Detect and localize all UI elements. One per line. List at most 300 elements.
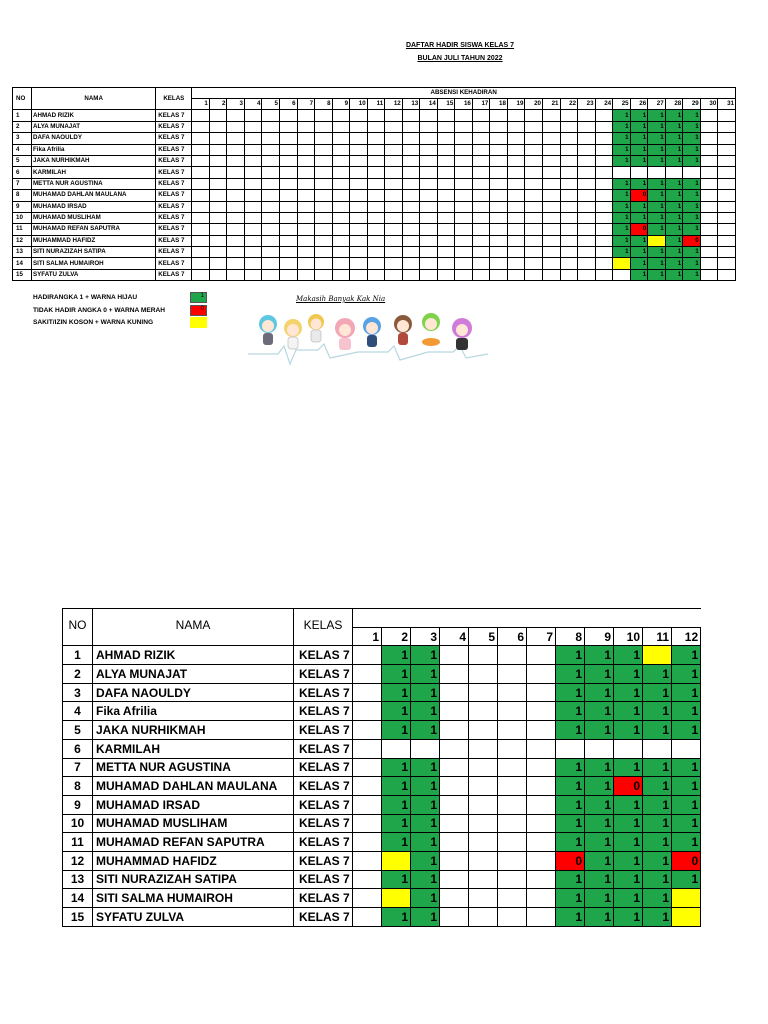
big-attendance-cell: [440, 702, 469, 721]
attendance-cell: [560, 167, 578, 178]
character-3-icon: [308, 314, 324, 342]
table-row: [63, 833, 701, 852]
attendance-cell: [472, 201, 490, 212]
attendance-cell: [560, 258, 578, 269]
attendance-cell: 1: [683, 269, 701, 280]
attendance-cell: [525, 167, 543, 178]
big-row-no: 8: [63, 777, 93, 796]
student-name: SYFATU ZULVA: [32, 269, 156, 280]
student-class: KELAS 7: [156, 178, 192, 189]
attendance-cell: [578, 144, 596, 155]
student-name: MUHAMAD IRSAD: [32, 201, 156, 212]
attendance-cell: [227, 269, 245, 280]
attendance-cell: 1: [683, 224, 701, 235]
big-attendance-cell: [527, 665, 556, 684]
big-attendance-cell: 1: [556, 908, 585, 927]
big-row-no: 3: [63, 683, 93, 702]
attendance-cell: [595, 269, 613, 280]
big-attendance-cell: [353, 683, 382, 702]
day-header: 8: [315, 99, 333, 110]
attendance-cell: [192, 258, 210, 269]
attendance-cell: [227, 167, 245, 178]
attendance-cell: [385, 121, 403, 132]
attendance-cell: [507, 235, 525, 246]
attendance-cell: [367, 155, 385, 166]
big-attendance-cell: [353, 721, 382, 740]
attendance-cell: [490, 133, 508, 144]
day-header: 20: [525, 99, 543, 110]
attendance-cell: [385, 247, 403, 258]
attendance-cell: [578, 190, 596, 201]
attendance-cell: [367, 178, 385, 189]
attendance-cell: [297, 235, 315, 246]
attendance-cell: 0: [630, 190, 648, 201]
big-student-class: KELAS 7: [294, 758, 353, 777]
attendance-cell: 1: [630, 133, 648, 144]
attendance-cell: [455, 110, 473, 121]
big-attendance-cell: 1: [556, 646, 585, 665]
big-attendance-cell: [469, 721, 498, 740]
header-absensi: ABSENSI KEHADIRAN: [192, 88, 736, 99]
attendance-cell: [542, 258, 560, 269]
student-class: KELAS 7: [156, 190, 192, 201]
big-attendance-cell: 1: [585, 721, 614, 740]
attendance-cell: [718, 212, 736, 223]
attendance-cell: [542, 201, 560, 212]
attendance-cell: [367, 269, 385, 280]
attendance-cell: [315, 258, 333, 269]
big-attendance-cell: [527, 721, 556, 740]
attendance-cell: [192, 121, 210, 132]
big-day-header: 11: [643, 627, 672, 646]
attendance-cell: 1: [613, 144, 631, 155]
big-attendance-cell: [643, 739, 672, 758]
attendance-cell: [367, 258, 385, 269]
attendance-cell: [262, 235, 280, 246]
day-header: 29: [683, 99, 701, 110]
attendance-cell: [507, 258, 525, 269]
row-no: 8: [13, 190, 32, 201]
attendance-cell: [280, 110, 298, 121]
big-student-class: KELAS 7: [294, 795, 353, 814]
big-attendance-cell: [672, 889, 701, 908]
attendance-cell: [297, 190, 315, 201]
attendance-cell: [648, 235, 666, 246]
character-8-icon: [452, 318, 472, 350]
big-attendance-cell: [498, 702, 527, 721]
attendance-cell: 1: [665, 121, 683, 132]
attendance-cell: [542, 235, 560, 246]
big-attendance-cell: [353, 665, 382, 684]
attendance-cell: [595, 235, 613, 246]
attendance-cell: [455, 224, 473, 235]
big-attendance-cell: 1: [614, 908, 643, 927]
big-attendance-cell: 1: [614, 814, 643, 833]
attendance-cell: [332, 258, 350, 269]
attendance-cell: [595, 178, 613, 189]
character-6-icon: [394, 315, 412, 345]
attendance-cell: 0: [683, 235, 701, 246]
attendance-cell: 1: [648, 269, 666, 280]
student-class: KELAS 7: [156, 224, 192, 235]
big-day-header: 2: [382, 627, 411, 646]
attendance-cell: [595, 121, 613, 132]
attendance-cell: [227, 190, 245, 201]
attendance-cell: [700, 258, 718, 269]
attendance-cell: [402, 201, 420, 212]
row-no: 5: [13, 155, 32, 166]
big-attendance-cell: 1: [382, 646, 411, 665]
attendance-cell: [718, 155, 736, 166]
row-no: 7: [13, 178, 32, 189]
attendance-cell: [244, 144, 262, 155]
attendance-cell: [209, 178, 227, 189]
attendance-cell: [350, 110, 368, 121]
attendance-cell: [262, 155, 280, 166]
attendance-cell: [542, 269, 560, 280]
attendance-cell: [455, 247, 473, 258]
attendance-cell: [227, 121, 245, 132]
big-attendance-cell: [440, 870, 469, 889]
attendance-cell: [367, 144, 385, 155]
day-header: 10: [350, 99, 368, 110]
attendance-cell: [192, 224, 210, 235]
attendance-cell: [542, 155, 560, 166]
attendance-cell: [332, 133, 350, 144]
attendance-cell: [227, 224, 245, 235]
attendance-cell: 1: [630, 155, 648, 166]
attendance-cell: [244, 235, 262, 246]
sheet-title: DAFTAR HADIR SISWA KELAS 7: [405, 42, 515, 49]
attendance-cell: [280, 269, 298, 280]
attendance-cell: [367, 201, 385, 212]
big-attendance-cell: 1: [672, 814, 701, 833]
big-attendance-cell: [353, 646, 382, 665]
big-attendance-cell: 1: [411, 665, 440, 684]
big-attendance-cell: [440, 833, 469, 852]
row-no: 3: [13, 133, 32, 144]
attendance-cell: [578, 247, 596, 258]
attendance-cell: [525, 155, 543, 166]
big-attendance-cell: 1: [614, 702, 643, 721]
big-student-name: MUHAMAD REFAN SAPUTRA: [93, 833, 294, 852]
big-student-name: AHMAD RIZIK: [93, 646, 294, 665]
attendance-cell: [700, 144, 718, 155]
attendance-cell: [244, 258, 262, 269]
big-attendance-cell: 1: [643, 795, 672, 814]
big-attendance-cell: [498, 777, 527, 796]
day-header: 6: [280, 99, 298, 110]
table-row: [13, 167, 736, 178]
attendance-cell: 1: [665, 178, 683, 189]
attendance-cell: 1: [630, 201, 648, 212]
attendance-cell: [630, 167, 648, 178]
attendance-cell: [367, 110, 385, 121]
table-row: [13, 212, 736, 223]
attendance-cell: [437, 110, 455, 121]
table-row: [63, 646, 701, 665]
big-attendance-cell: [498, 721, 527, 740]
attendance-cell: [332, 167, 350, 178]
day-header: 21: [542, 99, 560, 110]
big-attendance-cell: 1: [585, 758, 614, 777]
student-class: KELAS 7: [156, 258, 192, 269]
day-header: 7: [297, 99, 315, 110]
row-no: 11: [13, 224, 32, 235]
student-name: ALYA MUNAJAT: [32, 121, 156, 132]
table-row: [13, 224, 736, 235]
attendance-cell: [385, 155, 403, 166]
big-attendance-cell: [527, 739, 556, 758]
attendance-cell: [192, 235, 210, 246]
table-row: [63, 795, 701, 814]
big-row-no: 1: [63, 646, 93, 665]
attendance-cell: [209, 224, 227, 235]
attendance-cell: [332, 201, 350, 212]
big-student-class: KELAS 7: [294, 702, 353, 721]
big-attendance-cell: [498, 908, 527, 927]
attendance-cell: [420, 235, 438, 246]
big-day-header: 10: [614, 627, 643, 646]
big-attendance-cell: [469, 833, 498, 852]
student-class: KELAS 7: [156, 144, 192, 155]
big-row-no: 9: [63, 795, 93, 814]
big-attendance-cell: 0: [556, 851, 585, 870]
attendance-cell: [472, 133, 490, 144]
big-attendance-cell: [469, 889, 498, 908]
student-name: SITI NURAZIZAH SATIPA: [32, 247, 156, 258]
attendance-cell: [315, 178, 333, 189]
big-attendance-cell: 1: [382, 683, 411, 702]
big-attendance-cell: 1: [643, 814, 672, 833]
attendance-cell: [472, 235, 490, 246]
attendance-cell: [262, 178, 280, 189]
big-attendance-cell: 1: [556, 795, 585, 814]
student-name: MUHAMMAD HAFIDZ: [32, 235, 156, 246]
attendance-cell: [578, 235, 596, 246]
attendance-cell: [315, 121, 333, 132]
attendance-cell: [227, 212, 245, 223]
attendance-cell: [332, 155, 350, 166]
big-attendance-cell: [440, 683, 469, 702]
big-attendance-cell: 1: [556, 833, 585, 852]
big-attendance-cell: 1: [614, 889, 643, 908]
attendance-cell: 1: [665, 110, 683, 121]
attendance-cell: [192, 178, 210, 189]
big-attendance-cell: 1: [614, 683, 643, 702]
day-header: 9: [332, 99, 350, 110]
attendance-cell: [262, 110, 280, 121]
student-class: KELAS 7: [156, 201, 192, 212]
table-row: [63, 702, 701, 721]
attendance-cell: [244, 167, 262, 178]
attendance-cell: 1: [665, 144, 683, 155]
student-name: MUHAMAD DAHLAN MAULANA: [32, 190, 156, 201]
attendance-cell: [455, 269, 473, 280]
big-row-no: 13: [63, 870, 93, 889]
attendance-cell: 1: [630, 121, 648, 132]
attendance-cell: [507, 144, 525, 155]
attendance-cell: [542, 247, 560, 258]
attendance-cell: [297, 201, 315, 212]
big-student-name: KARMILAH: [93, 739, 294, 758]
attendance-cell: [560, 144, 578, 155]
attendance-cell: [192, 144, 210, 155]
big-attendance-cell: 1: [585, 665, 614, 684]
attendance-cell: [525, 224, 543, 235]
big-attendance-cell: [527, 795, 556, 814]
table-row: [63, 758, 701, 777]
attendance-cell: [315, 190, 333, 201]
big-attendance-cell: 1: [382, 777, 411, 796]
table-row: [13, 155, 736, 166]
big-attendance-cell: 1: [585, 908, 614, 927]
attendance-cell: [718, 167, 736, 178]
big-attendance-cell: [469, 702, 498, 721]
attendance-cell: 1: [648, 224, 666, 235]
attendance-cell: [350, 269, 368, 280]
attendance-cell: 1: [648, 247, 666, 258]
big-attendance-cell: [672, 739, 701, 758]
attendance-cell: [560, 235, 578, 246]
big-attendance-cell: [353, 814, 382, 833]
big-attendance-cell: 1: [585, 870, 614, 889]
big-attendance-cell: [527, 889, 556, 908]
big-attendance-cell: 1: [382, 795, 411, 814]
big-row-no: 11: [63, 833, 93, 852]
big-student-name: MUHAMAD MUSLIHAM: [93, 814, 294, 833]
attendance-cell: [718, 190, 736, 201]
attendance-cell: [385, 110, 403, 121]
attendance-cell: 1: [613, 190, 631, 201]
attendance-cell: [209, 201, 227, 212]
attendance-cell: [683, 167, 701, 178]
big-attendance-cell: 0: [614, 777, 643, 796]
row-no: 1: [13, 110, 32, 121]
attendance-cell: [332, 178, 350, 189]
day-header: 15: [437, 99, 455, 110]
attendance-cell: [472, 110, 490, 121]
attendance-cell: [437, 190, 455, 201]
big-attendance-cell: [440, 795, 469, 814]
attendance-cell: 1: [683, 190, 701, 201]
attendance-cell: [280, 190, 298, 201]
big-attendance-cell: [498, 833, 527, 852]
attendance-cell: [262, 133, 280, 144]
attendance-cell: [280, 212, 298, 223]
attendance-cell: 1: [648, 190, 666, 201]
row-no: 15: [13, 269, 32, 280]
day-header: 22: [560, 99, 578, 110]
big-student-name: Fika Afrilia: [93, 702, 294, 721]
attendance-cell: [595, 155, 613, 166]
big-student-name: METTA NUR AGUSTINA: [93, 758, 294, 777]
attendance-cell: [525, 190, 543, 201]
attendance-cell: [209, 155, 227, 166]
attendance-cell: [718, 144, 736, 155]
attendance-cell: [700, 121, 718, 132]
attendance-cell: 1: [665, 190, 683, 201]
big-row-no: 12: [63, 851, 93, 870]
big-attendance-cell: 1: [411, 870, 440, 889]
big-attendance-cell: 1: [643, 870, 672, 889]
attendance-cell: [227, 258, 245, 269]
attendance-cell: [718, 269, 736, 280]
attendance-cell: [718, 224, 736, 235]
big-attendance-cell: [498, 870, 527, 889]
big-attendance-cell: 1: [643, 908, 672, 927]
attendance-cell: [700, 212, 718, 223]
attendance-cell: [297, 212, 315, 223]
attendance-cell: [437, 155, 455, 166]
character-1-icon: [259, 315, 277, 345]
big-student-name: SITI NURAZIZAH SATIPA: [93, 870, 294, 889]
attendance-cell: [578, 212, 596, 223]
big-attendance-cell: 1: [382, 833, 411, 852]
big-student-class: KELAS 7: [294, 721, 353, 740]
attendance-cell: [578, 167, 596, 178]
attendance-cell: [332, 212, 350, 223]
big-attendance-cell: [353, 908, 382, 927]
attendance-cell: [560, 201, 578, 212]
attendance-cell: [542, 167, 560, 178]
attendance-cell: [385, 133, 403, 144]
attendance-cell: [192, 201, 210, 212]
attendance-cell: [718, 247, 736, 258]
attendance-cell: [595, 212, 613, 223]
big-student-class: KELAS 7: [294, 908, 353, 927]
big-attendance-cell: [440, 777, 469, 796]
attendance-cell: [315, 133, 333, 144]
attendance-cell: [192, 167, 210, 178]
day-header: 31: [718, 99, 736, 110]
attendance-cell: [507, 155, 525, 166]
attendance-cell: [385, 201, 403, 212]
attendance-cell: 1: [630, 235, 648, 246]
big-attendance-cell: 1: [585, 683, 614, 702]
character-2-icon: [284, 319, 302, 349]
attendance-cell: [332, 190, 350, 201]
big-student-name: MUHAMMAD HAFIDZ: [93, 851, 294, 870]
attendance-cell: 1: [613, 121, 631, 132]
day-header: 11: [367, 99, 385, 110]
attendance-cell: [350, 121, 368, 132]
big-attendance-cell: [382, 889, 411, 908]
attendance-cell: 1: [630, 258, 648, 269]
attendance-cell: [700, 133, 718, 144]
big-attendance-cell: 1: [411, 908, 440, 927]
attendance-cell: [332, 269, 350, 280]
day-header: 18: [490, 99, 508, 110]
legend-yellow-swatch: [190, 317, 207, 328]
attendance-cell: [542, 224, 560, 235]
attendance-cell: 1: [613, 247, 631, 258]
attendance-cell: [332, 121, 350, 132]
attendance-cell: 1: [683, 155, 701, 166]
attendance-cell: [437, 247, 455, 258]
attendance-cell: 1: [630, 110, 648, 121]
attendance-cell: [280, 235, 298, 246]
attendance-cell: [525, 258, 543, 269]
day-header: 28: [665, 99, 683, 110]
big-attendance-cell: [672, 908, 701, 927]
table-row: [63, 908, 701, 927]
big-student-class: KELAS 7: [294, 851, 353, 870]
attendance-cell: [490, 224, 508, 235]
attendance-cell: [244, 110, 262, 121]
row-no: 12: [13, 235, 32, 246]
attendance-cell: [455, 133, 473, 144]
